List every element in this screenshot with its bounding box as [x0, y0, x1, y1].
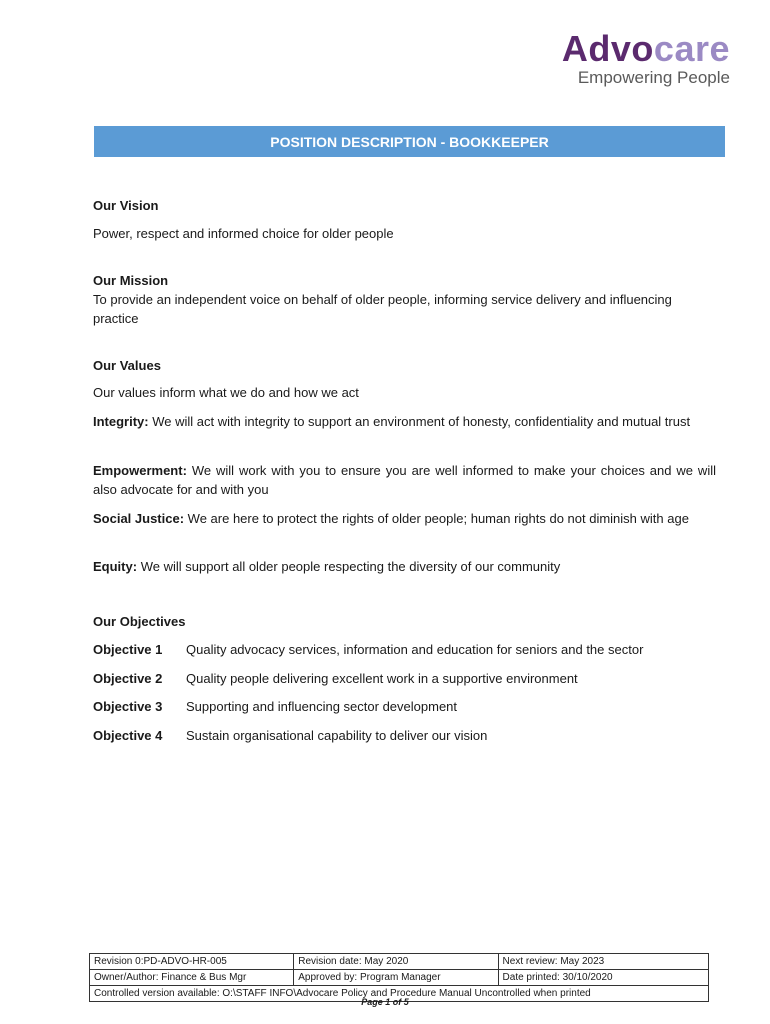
- objectives-heading: Our Objectives: [93, 614, 186, 629]
- objective-row-1: [93, 640, 643, 659]
- vision-section: [93, 196, 716, 215]
- objective-text: Quality people delivering excellent work in a supportive environment: [186, 671, 578, 686]
- vision-text-block: [93, 224, 716, 243]
- value-empowerment: [93, 461, 716, 499]
- footer-next-review: Next review: May 2023: [498, 954, 708, 970]
- document-control-footer: [89, 953, 709, 1002]
- value-label: Equity:: [93, 559, 138, 574]
- objective-label: Objective 3: [93, 699, 163, 714]
- values-heading: Our Values: [93, 358, 161, 373]
- objective-text: Supporting and influencing sector development: [186, 699, 458, 714]
- mission-section: [93, 271, 716, 328]
- objective-label: Objective 4: [93, 728, 163, 743]
- mission-heading: Our Mission: [93, 273, 169, 288]
- footer-approved-by: Approved by: Program Manager: [294, 970, 498, 986]
- objectives-section: [93, 612, 716, 631]
- value-integrity: [93, 412, 716, 431]
- objective-label: Objective 1: [93, 642, 163, 657]
- values-intro: Our values inform what we do and how we act: [93, 385, 359, 400]
- value-social-justice: [93, 509, 716, 528]
- footer-revision: Revision 0:PD-ADVO-HR-005: [90, 954, 294, 970]
- objective-row-3: [93, 697, 457, 716]
- value-label: Empowerment:: [93, 463, 187, 478]
- logo-wordmark: [562, 30, 730, 68]
- objective-row-4: [93, 726, 487, 745]
- value-text: We are here to protect the rights of older people; human rights do not diminish with age: [187, 511, 689, 526]
- mission-text: To provide an independent voice on behalf of older people, informing service delivery and influencing practice: [93, 292, 672, 326]
- page-title-banner: POSITION DESCRIPTION - BOOKKEEPER: [94, 126, 725, 157]
- page-number: Page 1 of 5: [361, 997, 409, 1007]
- footer-date-printed: Date printed: 30/10/2020: [498, 970, 708, 986]
- values-intro-block: [93, 383, 716, 402]
- vision-text: Power, respect and informed choice for older people: [93, 226, 394, 241]
- logo-tagline: Empowering People: [577, 68, 730, 87]
- objective-text: Quality advocacy services, information and education for seniors and the sector: [186, 642, 644, 657]
- value-equity: [93, 557, 716, 576]
- advocare-logo: [562, 30, 730, 88]
- value-label: Integrity:: [93, 414, 149, 429]
- value-label: Social Justice:: [93, 511, 185, 526]
- footer-revision-date: Revision date: May 2020: [294, 954, 498, 970]
- logo-word-advo: Advo: [561, 28, 654, 69]
- value-text: We will support all older people respecting the diversity of our community: [140, 559, 561, 574]
- objective-label: Objective 2: [93, 671, 163, 686]
- vision-heading: Our Vision: [93, 198, 159, 213]
- footer-controlled-version: Controlled version available: O:\STAFF INFO\Advocare Policy and Procedure Manual Uncontrolled when printed: [90, 986, 709, 1002]
- logo-word-care: care: [653, 28, 730, 69]
- footer-owner: Owner/Author: Finance & Bus Mgr: [90, 970, 294, 986]
- value-text: We will act with integrity to support an environment of honesty, confidentiality and mutual trust: [152, 414, 691, 429]
- value-text: We will work with you to ensure you are well informed to make your choices and we will also advocate for and with you: [93, 463, 716, 497]
- objective-text: Sustain organisational capability to deliver our vision: [186, 728, 488, 743]
- values-section: [93, 356, 716, 375]
- objective-row-2: [93, 669, 578, 688]
